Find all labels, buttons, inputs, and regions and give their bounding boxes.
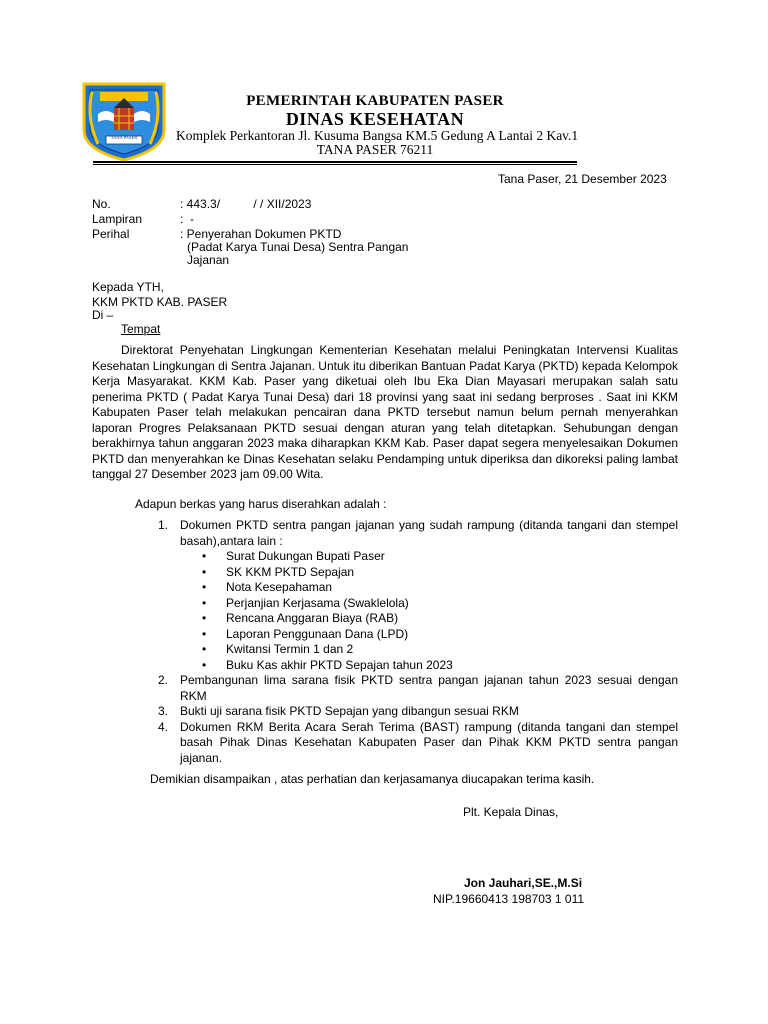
list-intro: Adapun berkas yang harus diserahkan adalah : [135, 497, 387, 511]
list-item [158, 719, 678, 767]
item-text: Bukti uji sarana fisik PKTD Sepajan yang dibangun sesuai RKM [180, 704, 519, 718]
item-number: 4. [158, 719, 169, 734]
list-item [158, 518, 678, 673]
bullet-icon: • [202, 564, 207, 579]
letterhead-government: PEMERINTAH KABUPATEN PASER [246, 93, 504, 109]
sub-list [180, 549, 678, 673]
subject-label: Perihal [92, 227, 130, 241]
document-list [158, 518, 678, 766]
sub-list-item [180, 642, 678, 658]
sub-item-text: Surat Dukungan Bupati Paser [226, 549, 385, 563]
recipient-di: Di – [92, 308, 114, 322]
sub-item-text: Kwitansi Termin 1 dan 2 [226, 642, 354, 656]
item-text: Pembangunan lima sarana fisik PKTD sentra pangan jajanan tahun 2023 sesuai dengan RKM [180, 673, 678, 703]
list-item [158, 704, 678, 720]
sub-list-item [180, 565, 678, 581]
sub-list-item [180, 580, 678, 596]
item-number: 3. [158, 704, 169, 718]
recipient-place: Tempat [121, 322, 161, 336]
logo-ribbon-text: TANA PASER [110, 135, 138, 140]
sub-list-item [180, 596, 678, 612]
letterhead-city: TANA PASER 76211 [316, 142, 434, 157]
bullet-icon: • [202, 595, 207, 610]
sub-item-text: Laporan Penggunaan Dana (LPD) [226, 626, 409, 641]
sub-item-text: SK KKM PKTD Sepajan [226, 564, 355, 579]
subject-value-line2: (Padat Karya Tunai Desa) Sentra Pangan [187, 240, 409, 254]
attachment-value: : - [180, 212, 194, 226]
signatory-name: Jon Jauhari,SE.,M.Si [464, 876, 583, 890]
signatory-nip: NIP.19660413 198703 1 011 [433, 892, 585, 906]
sub-item-text: Perjanjian Kerjasama (Swaklelola) [226, 595, 409, 610]
letterhead-rule-thin [93, 164, 577, 165]
list-item [158, 673, 678, 704]
body-paragraph: Direktorat Penyehatan Lingkungan Kementerian Kesehatan melalui Peningkatan Intervensi Kualitas Kesehatan Lingkungan di Sentra Jajanan. Untuk itu diberikan Bantuan Padat Karya (PKTD) kepada Kelompok Kerja Masyarakat. KKM Kab. Paser yang diketuai oleh Ibu Eka Dian Mayasari merupakan salah satu penerima PKTD ( Padat Karya Tunai Desa) dari 18 provinsi yang saat ini sedang berproses . Saat ini KKM Kabupaten Paser telah melakukan pencairan dana PKTD tersebut namun belum pernah menyerahkan laporan Progres Pelaksanaan PKTD sesuai dengan aturan yang telah ditetapkan. Sehubungan dengan berakhirnya tahun anggaran 2023 maka diharapkan KKM Kab. Paser dapat segera menyelesaikan Dokumen PKTD dan menyerahkan ke Dinas Kesehatan selaku Pendamping untuk diperiksa dan dikoreksi paling lambat tanggal 27 Desember 2023 jam 09.00 Wita. [92, 343, 678, 481]
bullet-icon: • [202, 642, 207, 656]
sub-list-item [180, 658, 678, 674]
recipient-name: KKM PKTD KAB. PASER [92, 295, 228, 309]
item-number: 2. [158, 673, 169, 687]
letterhead-rule-thick [93, 161, 577, 163]
item-text: Dokumen PKTD sentra pangan jajanan yang sudah rampung (ditanda tangani dan stempel basah),antara lain : [180, 518, 678, 548]
signatory-role: Plt. Kepala Dinas, [463, 805, 559, 819]
letterhead-address: Komplek Perkantoran Jl. Kusuma Bangsa KM.5 Gedung A Lantai 2 Kav.1 [176, 128, 579, 143]
attachment-label: Lampiran [92, 212, 143, 226]
recipient-greeting: Kepada YTH, [92, 280, 164, 294]
letterhead-agency: DINAS KESEHATAN [285, 109, 465, 129]
sub-list-item [180, 549, 678, 565]
sub-list-item [180, 611, 678, 627]
bullet-icon: • [202, 611, 207, 625]
bullet-icon: • [202, 549, 207, 563]
bullet-icon: • [202, 626, 207, 641]
subject-value-line1: : Penyerahan Dokumen PKTD [180, 227, 342, 241]
number-label: No. [92, 197, 111, 211]
letter-date: Tana Paser, 21 Desember 2023 [498, 172, 667, 186]
bullet-icon: • [202, 580, 207, 594]
sub-item-text: Buku Kas akhir PKTD Sepajan tahun 2023 [226, 657, 453, 672]
closing-sentence: Demikian disampaikan , atas perhatian dan kerjasamanya diucapakan terima kasih. [150, 772, 595, 786]
number-value: : 443.3/ / / XII/2023 [180, 197, 312, 211]
item-text: Dokumen RKM Berita Acara Serah Terima (BAST) rampung (ditanda tangani dan stempel basah Pihak Dinas Kesehatan Kabupaten Paser dan Pihak KKM PKTD sentra pangan jajanan. [180, 719, 678, 765]
kabupaten-paser-logo [78, 78, 170, 162]
sub-item-text: Nota Kesepahaman [226, 580, 333, 594]
bullet-icon: • [202, 657, 207, 672]
sub-item-text: Rencana Anggaran Biaya (RAB) [226, 611, 399, 625]
sub-list-item [180, 627, 678, 643]
item-number: 1. [158, 518, 169, 532]
subject-value-line3: Jajanan [187, 253, 230, 267]
